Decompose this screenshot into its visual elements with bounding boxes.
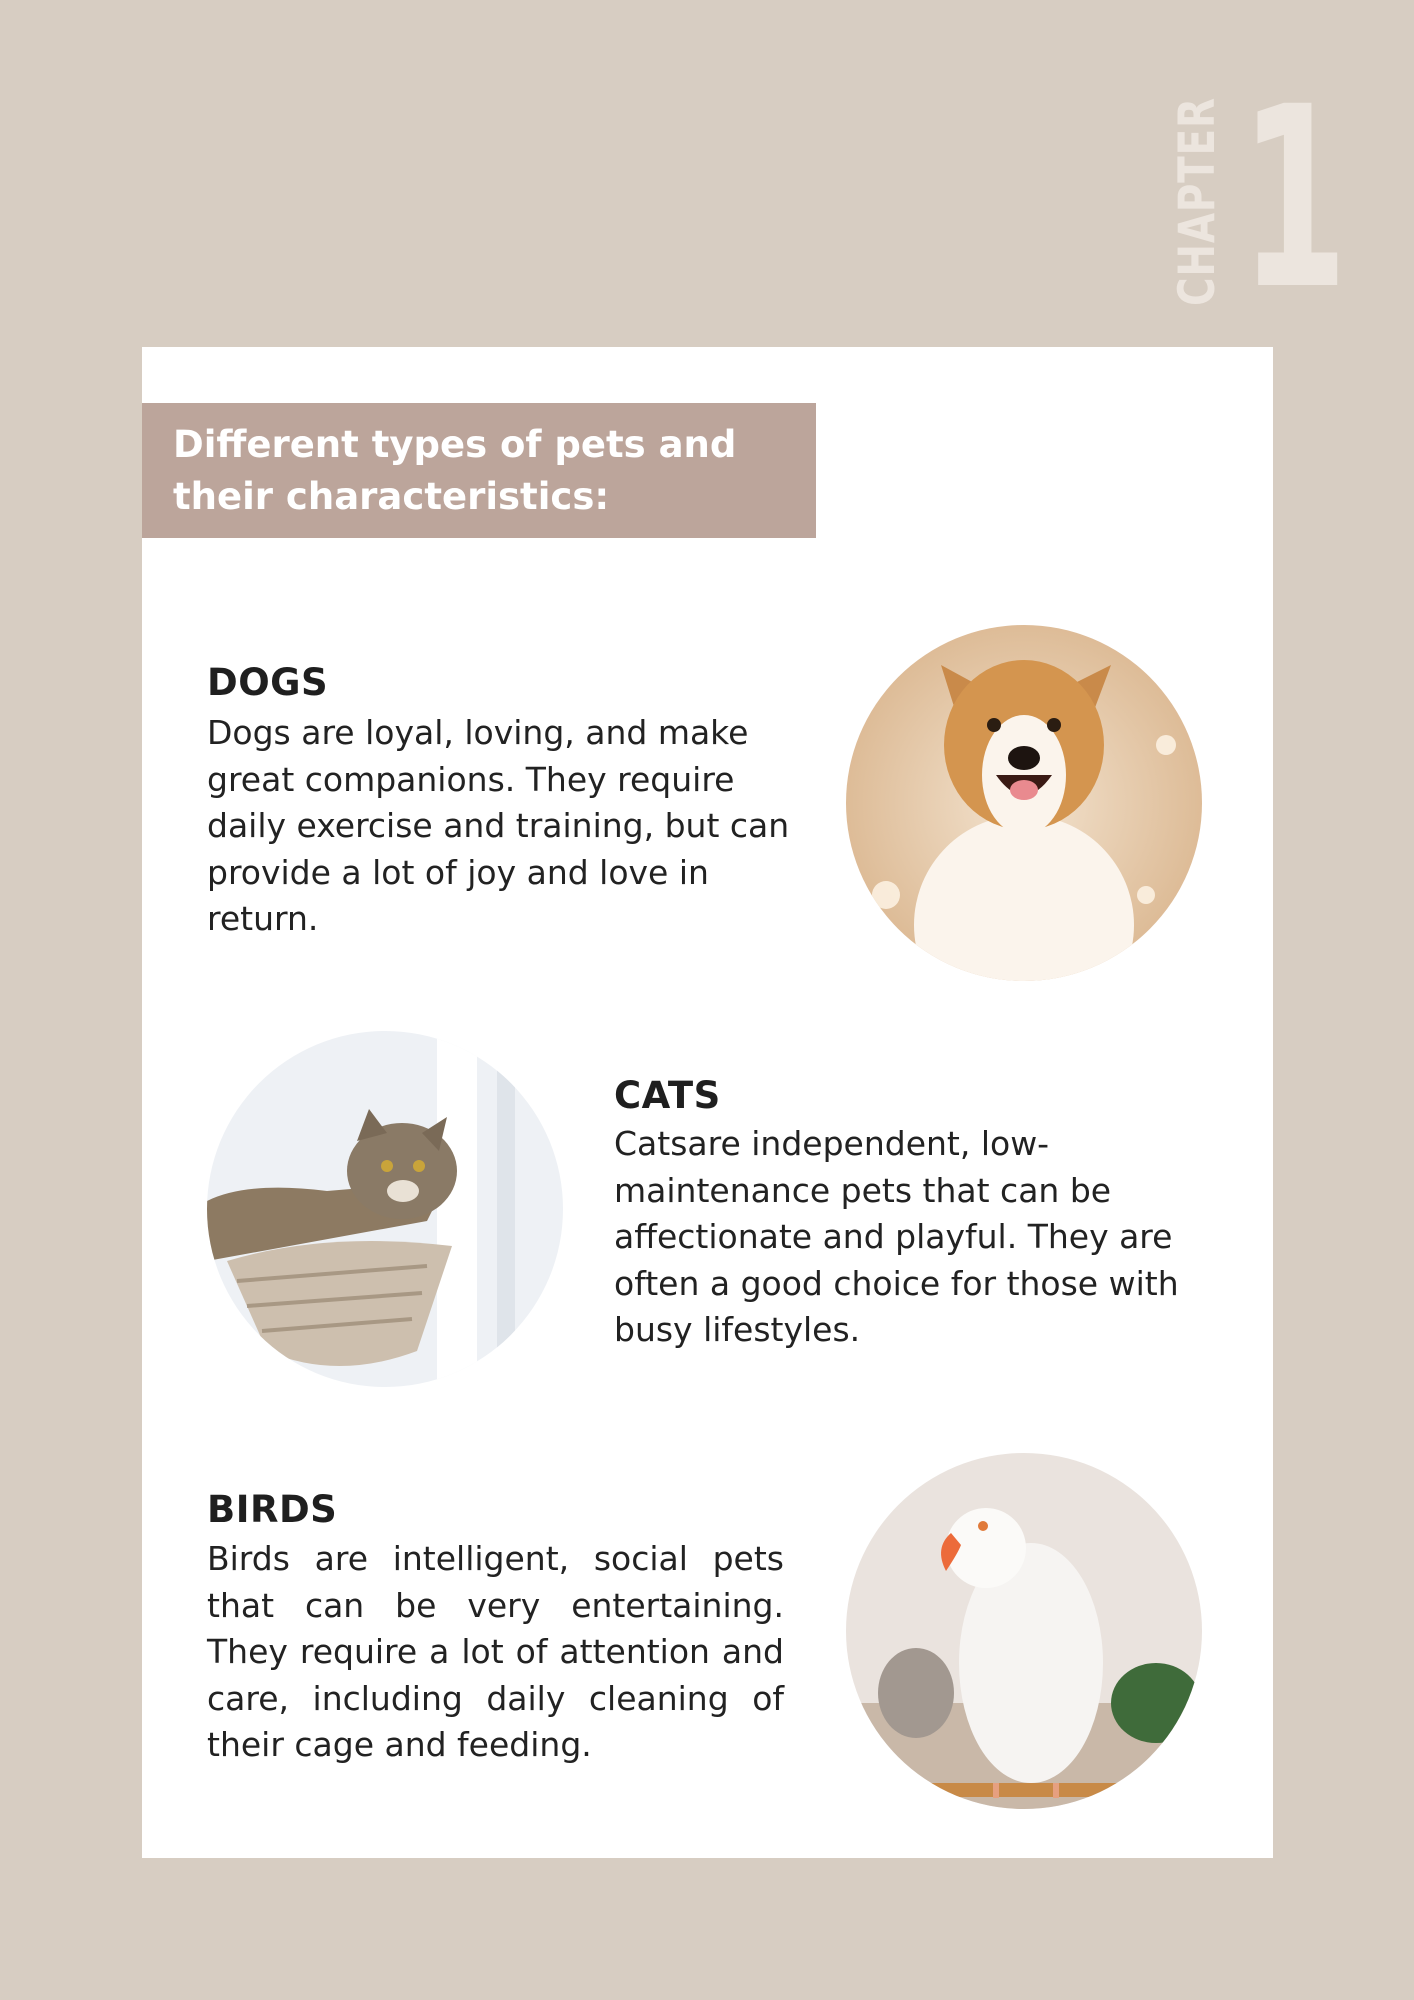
birds-body: Birds are intelligent, social pets that can be very entertaining. They require a lot of attention and care, including daily cleaning of their cage and feeding. [207,1539,784,1764]
dogs-body: Dogs are loyal, loving, and make great companions. They require daily exercise and training, but can provide a lot of joy and love in return. [207,713,790,938]
dog-photo [846,625,1202,981]
page-heading: Different types of pets and their characteristics: [173,423,737,518]
chapter-number: 1 [1240,53,1348,344]
cats-body: Catsare independent, low-maintenance pets that can be affectionate and playful. They are often a good choice for those with busy lifestyles. [614,1124,1179,1349]
cat-photo [207,1031,563,1387]
dogs-title: DOGS [207,661,329,704]
chapter-label: CHAPTER [1168,97,1226,306]
heading-band [142,403,816,538]
birds-title: BIRDS [207,1488,338,1531]
cats-title: CATS [614,1074,721,1117]
bird-photo [846,1453,1202,1809]
